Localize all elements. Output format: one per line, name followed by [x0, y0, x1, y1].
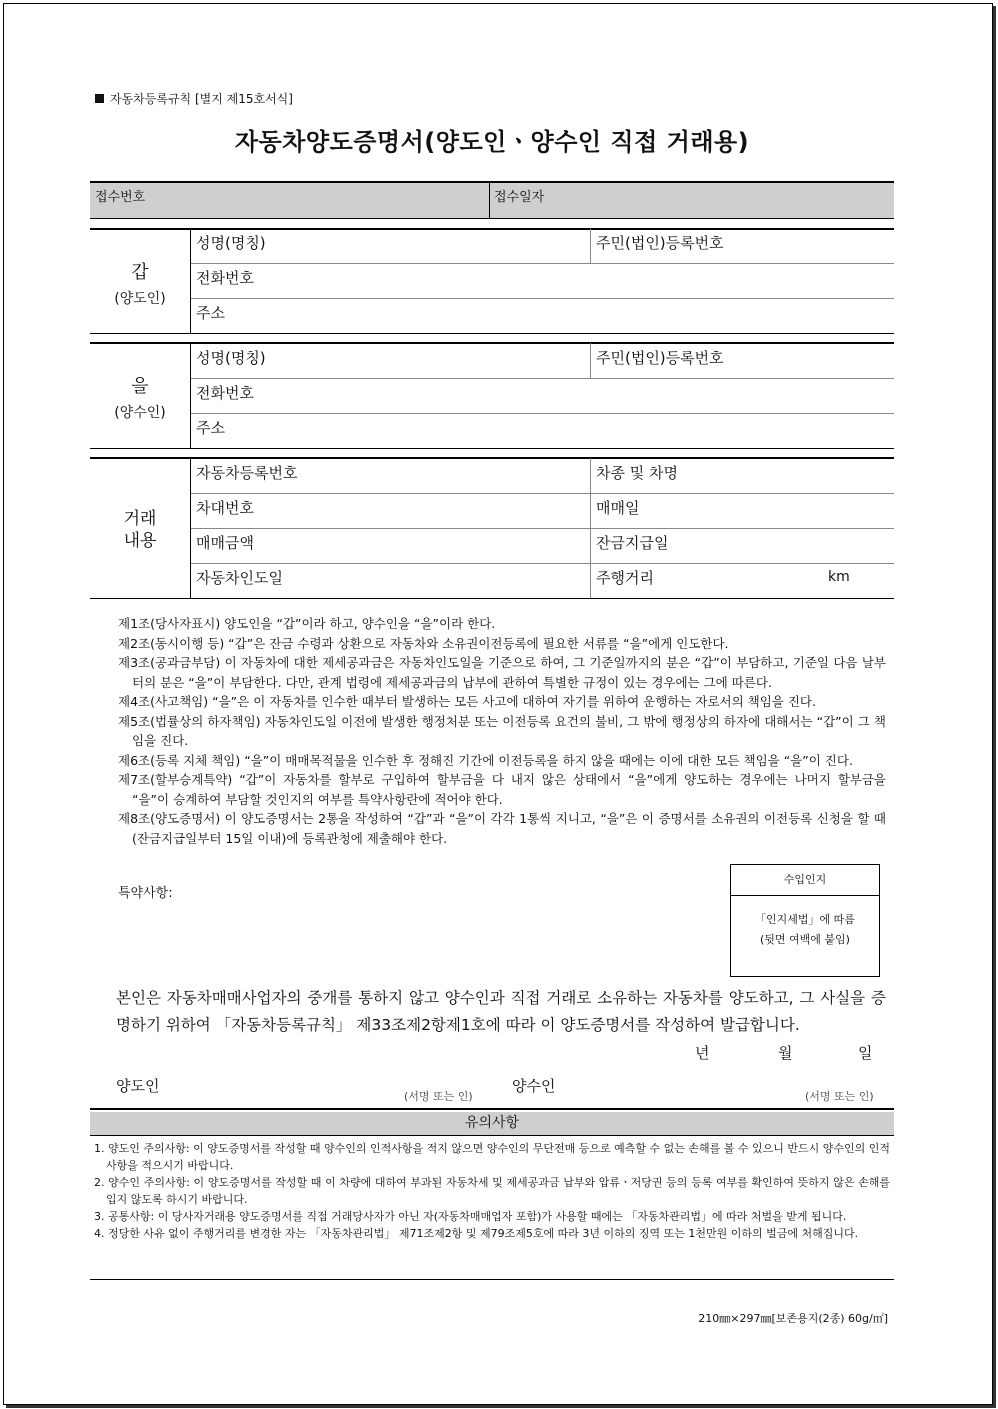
term-2: 제2조(동시이행 등) “갑”은 잔금 수령과 상환으로 자동차와 소유권이전등록에 필요한 서류를 “을”에게 인도한다. [118, 635, 729, 651]
rule [90, 218, 894, 219]
buyer-address-field[interactable]: 주소 [196, 419, 225, 437]
rule [90, 333, 894, 334]
rule [190, 343, 191, 448]
date-day[interactable]: 일 [858, 1044, 873, 1062]
rule [90, 448, 894, 449]
notes-title: 유의사항 [90, 1112, 894, 1135]
term-8: 제8조(양도증명서) 이 양도증명서는 2통을 작성하여 “갑”과 “을”이 각각 1통씩 지니고, “을”은 이 증명서를 소유권의 이전등록 신청을 할 때(잔금지급일부터 15일 이내)에 등록관청에 제출해야 한다. [118, 811, 886, 846]
mileage-field[interactable]: 주행거리 [596, 569, 654, 587]
term-1: 제1조(당사자표시) 양도인을 “갑”이라 하고, 양수인을 “을”이라 한다. [118, 616, 496, 631]
rule [190, 528, 894, 529]
rule [90, 1135, 894, 1136]
rule [190, 378, 894, 379]
rule [190, 229, 191, 333]
vin-field[interactable]: 차대번호 [196, 499, 254, 517]
seller-phone-field[interactable]: 전화번호 [196, 269, 254, 287]
seller-sign-label: 양도인 [116, 1077, 160, 1095]
note-3: 3. 공통사항: 이 당사자거래용 양도증명서를 직접 거래당사자가 아닌 자(자동차매매업자 포함)가 사용할 때에는 「자동차관리법」에 따라 처벌을 받게 됩니다. [94, 1210, 847, 1223]
paper-spec: 210㎜×297㎜[보존용지(2종) 60g/㎡] [698, 1312, 888, 1325]
term-7: 제7조(할부승계특약) “갑”이 자동차를 할부로 구입하여 할부금을 다 내지 않은 상태에서 “을”에게 양도하는 경우에는 나머지 할부금을 “을”이 승계하여 부담할 것인지의 여부를 특약사항란에 적어야 한다. [118, 772, 886, 807]
rule [90, 457, 894, 459]
seller-sign-field[interactable]: (서명 또는 인) [404, 1090, 473, 1103]
reception-row [90, 181, 894, 218]
seller-role: (양도인) [114, 291, 166, 307]
amount-field[interactable]: 매매금액 [196, 534, 254, 552]
page-title: 자동차양도증명서(양도인ㆍ양수인 직접 거래용) [234, 128, 750, 156]
note-1: 1. 양도인 주의사항: 이 양도증명서를 작성할 때 양수인의 인적사항을 적지 않으면 양수인의 무단전매 등으로 예측할 수 없는 손해를 볼 수 있으니 반드시 양수인의 인적사항을 적으시기 바랍니다. [94, 1142, 890, 1172]
date-year[interactable]: 년 [695, 1044, 710, 1062]
rule [190, 563, 894, 564]
buyer-phone-field[interactable]: 전화번호 [196, 384, 254, 402]
stamp-line1: 「인지세법」에 따름 [755, 913, 855, 926]
balance-date-field[interactable]: 잔금지급일 [596, 534, 669, 552]
term-4: 제4조(사고책임) “을”은 이 자동차를 인수한 때부터 발생하는 모든 사고에 대하여 자기를 위하여 운행하는 자로서의 책임을 진다. [118, 694, 816, 709]
transaction-label [90, 508, 190, 552]
seller-address-field[interactable]: 주소 [196, 304, 225, 322]
revenue-stamp-box [730, 864, 880, 977]
buyer-name-field[interactable]: 성명(명칭) [196, 349, 266, 367]
buyer-sign-label: 양수인 [512, 1077, 556, 1095]
term-6: 제6조(등록 지체 책임) “을”이 매매목적물을 인수한 후 정해진 기간에 이전등록을 하지 않을 때에는 이에 대한 모든 책임을 “을”이 진다. [118, 752, 853, 768]
form-code-text: 자동차등록규칙 [별지 제15호서식] [110, 92, 293, 106]
rule [190, 458, 191, 598]
mileage-unit: km [828, 569, 850, 585]
stamp-title: 수입인지 [731, 865, 879, 896]
stamp-line2: (뒷면 여백에 붙임) [760, 933, 850, 946]
rule [590, 458, 591, 598]
notes-list [94, 1140, 890, 1242]
term-5: 제5조(법률상의 하자책임) 자동차인도일 이전에 발생한 행정처분 또는 이전등록 요건의 불비, 그 밖에 행정상의 하자에 대해서는 “갑”이 그 책임을 진다. [118, 713, 886, 748]
term-3: 제3조(공과금부담) 이 자동차에 대한 제세공과금은 자동차인도일을 기준으로 하여, 그 기준일까지의 분은 “갑”이 부담하고, 기준일 다음 날부터의 분은 “을”이 부담한다. 다만, 관계 법령에 제세공과금의 납부에 관하여 특별한 규정이 있는 경우에는 그에 따른다. [118, 655, 886, 690]
buyer-party: 을 [131, 376, 149, 397]
model-field[interactable]: 차종 및 차명 [596, 464, 678, 482]
transaction-label-line1: 거래 [123, 509, 157, 529]
delivery-date-field[interactable]: 자동차인도일 [196, 569, 283, 587]
rule [190, 413, 894, 414]
rule [190, 493, 894, 494]
form-code [95, 90, 293, 107]
square-bullet-icon [95, 94, 104, 103]
rule [90, 1108, 894, 1110]
declaration-text: 본인은 자동차매매사업자의 중개를 통하지 않고 양수인과 직접 거래로 소유하는 자동차를 양도하고, 그 사실을 증명하기 위하여 「자동차등록규칙」 제33조제2항제1호에 따라 이 양도증명서를 작성하여 발급합니다. [116, 989, 886, 1034]
reg-no-field[interactable]: 자동차등록번호 [196, 464, 298, 482]
rule [190, 263, 894, 264]
reception-number-label[interactable]: 접수번호 [95, 190, 146, 205]
sale-date-field[interactable]: 매매일 [596, 499, 640, 517]
rule [590, 229, 591, 263]
note-4: 4. 정당한 사유 없이 주행거리를 변경한 자는 「자동차관리법」 제71조제2항 및 제79조제5호에 따라 3년 이하의 징역 또는 1천만원 이하의 벌금에 처해집니다. [94, 1227, 859, 1240]
buyer-sign-field[interactable]: (서명 또는 인) [805, 1090, 874, 1103]
rule [90, 342, 894, 344]
date-month[interactable]: 월 [778, 1044, 793, 1062]
seller-party-block [90, 258, 190, 308]
buyer-role: (양수인) [114, 405, 166, 421]
rule [90, 228, 894, 230]
rule [590, 343, 591, 378]
seller-id-field[interactable]: 주민(법인)등록번호 [596, 234, 724, 252]
transaction-label-line2: 내용 [123, 531, 157, 551]
rule [90, 181, 894, 183]
rule [90, 598, 894, 599]
seller-name-field[interactable]: 성명(명칭) [196, 234, 266, 252]
seller-party: 갑 [131, 262, 149, 283]
buyer-id-field[interactable]: 주민(법인)등록번호 [596, 349, 724, 367]
special-terms-field[interactable]: 특약사항: [118, 886, 173, 901]
rule [190, 298, 894, 299]
note-2: 2. 양수인 주의사항: 이 양도증명서를 작성할 때 이 차량에 대하여 부과된 자동차세 및 제세공과금 납부와 압류ㆍ저당권 등의 등록 여부를 확인하여 뜻하지 않은 손해를 입지 않도록 하시기 바랍니다. [94, 1176, 890, 1206]
buyer-party-block [90, 372, 190, 422]
rule [489, 181, 490, 218]
reception-date-label[interactable]: 접수일자 [494, 190, 545, 205]
rule [90, 1279, 894, 1280]
terms-list [118, 614, 886, 848]
